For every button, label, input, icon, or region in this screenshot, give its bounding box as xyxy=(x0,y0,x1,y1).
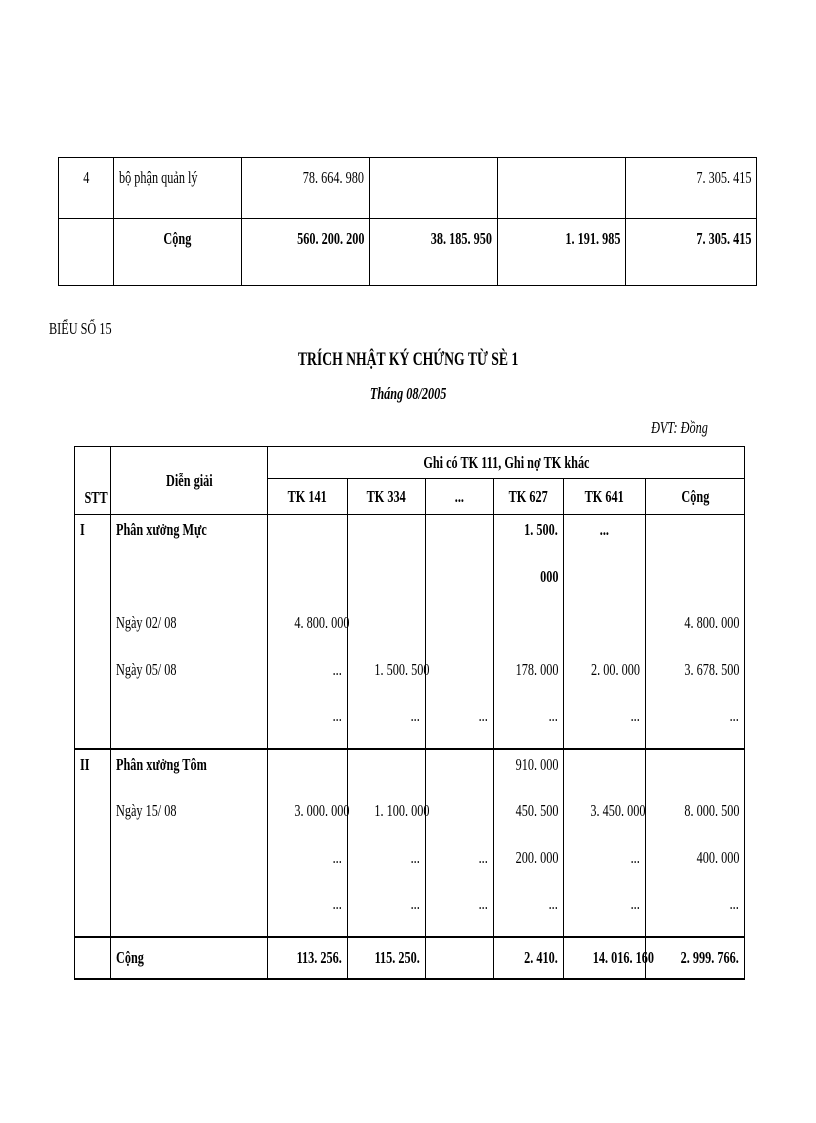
amount-cell: ... xyxy=(332,706,342,725)
section-number: I xyxy=(80,520,85,539)
stt-header: STT xyxy=(84,488,108,507)
amount-cell: ... xyxy=(630,706,640,725)
amount-cell: ... xyxy=(548,894,558,913)
amount-cell: ... xyxy=(630,847,640,867)
row-number: 4 xyxy=(82,168,90,187)
column-header: TK 141 xyxy=(287,486,328,506)
journal-ledger-table xyxy=(74,446,745,980)
page-subtitle: Tháng 08/2005 xyxy=(369,384,447,403)
total-label: Cộng xyxy=(163,229,192,248)
amount-cell: ... xyxy=(410,847,420,867)
amount-cell: ... xyxy=(729,894,740,913)
amount-cell: ... xyxy=(478,847,488,867)
total-amount: 560. 200. 200 xyxy=(296,229,364,248)
total-amount: 2. 410. xyxy=(524,947,558,967)
amount-cell: 000 xyxy=(539,566,558,586)
total-amount: 14. 016. 160 xyxy=(592,947,654,967)
section-row-workshop-muc xyxy=(75,515,745,749)
section-row-workshop-tom xyxy=(75,749,745,937)
amount-cell: 3. 000. 000 xyxy=(294,801,350,820)
total-amount: 38. 185. 950 xyxy=(430,229,492,248)
amount-cell: 910. 000 xyxy=(515,754,559,774)
amount-cell: 1. 500. 500 xyxy=(374,659,430,679)
section-title: Phân xưởng Tôm xyxy=(116,754,207,774)
table-row xyxy=(59,219,757,286)
column-header: TK 334 xyxy=(366,486,407,506)
amount-cell: 1. 500. xyxy=(524,520,558,539)
page-title: TRÍCH NHẬT KÝ CHỨNG TỪ SÈ 1 xyxy=(297,349,519,370)
amount-cell: 3. 678. 500 xyxy=(683,659,740,679)
amount-cell: ... xyxy=(332,894,342,913)
amount-cell: 200. 000 xyxy=(515,847,559,867)
amount-cell: ... xyxy=(478,706,488,725)
total-label: Cộng xyxy=(116,947,144,967)
column-header: TK 627 xyxy=(508,486,549,506)
header-row xyxy=(75,447,745,479)
total-amount: 113. 256. xyxy=(296,947,342,967)
column-header: ... xyxy=(454,486,465,506)
entry-date: Ngày 02/ 08 xyxy=(116,613,177,632)
amount-cell: ... xyxy=(410,894,420,913)
total-amount: 2. 999. 766. xyxy=(680,947,740,967)
amount-cell: 4. 800. 000 xyxy=(294,613,350,632)
amount-cell: 78. 664. 980 xyxy=(302,168,364,187)
amount-cell: 400. 000 xyxy=(696,847,740,867)
top-summary-table xyxy=(58,157,757,286)
total-row xyxy=(75,937,745,979)
amount-cell: ... xyxy=(630,894,640,913)
amount-cell: 2. 00. 000 xyxy=(591,659,640,679)
section-title: Phân xưởng Mực xyxy=(116,520,207,539)
amount-cell: 8. 000. 500 xyxy=(683,801,740,820)
amount-cell: 3. 450. 000 xyxy=(590,801,646,820)
amount-cell: ... xyxy=(410,706,420,725)
amount-cell: ... xyxy=(599,520,610,539)
column-header: TK 641 xyxy=(584,486,625,506)
row-description: bộ phận quản lý xyxy=(119,168,198,187)
amount-cell: ... xyxy=(548,706,558,725)
entry-date: Ngày 15/ 08 xyxy=(116,801,177,820)
amount-cell: 7. 305. 415 xyxy=(695,168,751,187)
total-amount: 7. 305. 415 xyxy=(695,229,751,248)
entry-date: Ngày 05/ 08 xyxy=(116,659,177,679)
amount-cell: 178. 000 xyxy=(515,659,559,679)
amount-cell: ... xyxy=(478,894,488,913)
amount-cell: 450. 500 xyxy=(515,801,559,820)
total-amount: 1. 191. 985 xyxy=(564,229,620,248)
table-row xyxy=(59,158,757,219)
unit-label: ĐVT: Đồng xyxy=(651,418,708,437)
amount-cell: ... xyxy=(332,847,342,867)
amount-cell: 1. 100. 000 xyxy=(374,801,430,820)
section-number: II xyxy=(80,754,90,774)
amount-cell: 4. 800. 000 xyxy=(683,613,740,632)
total-amount: 115. 250. xyxy=(374,947,420,967)
amount-cell: ... xyxy=(332,659,342,679)
amount-cell: ... xyxy=(729,706,740,725)
form-label: BIỂU SỐ 15 xyxy=(49,319,112,338)
column-header: Cộng xyxy=(681,486,709,506)
description-header: Diễn giải xyxy=(165,470,213,490)
credit-group-header: Ghi có TK 111, Ghi nợ TK khác xyxy=(422,452,590,472)
